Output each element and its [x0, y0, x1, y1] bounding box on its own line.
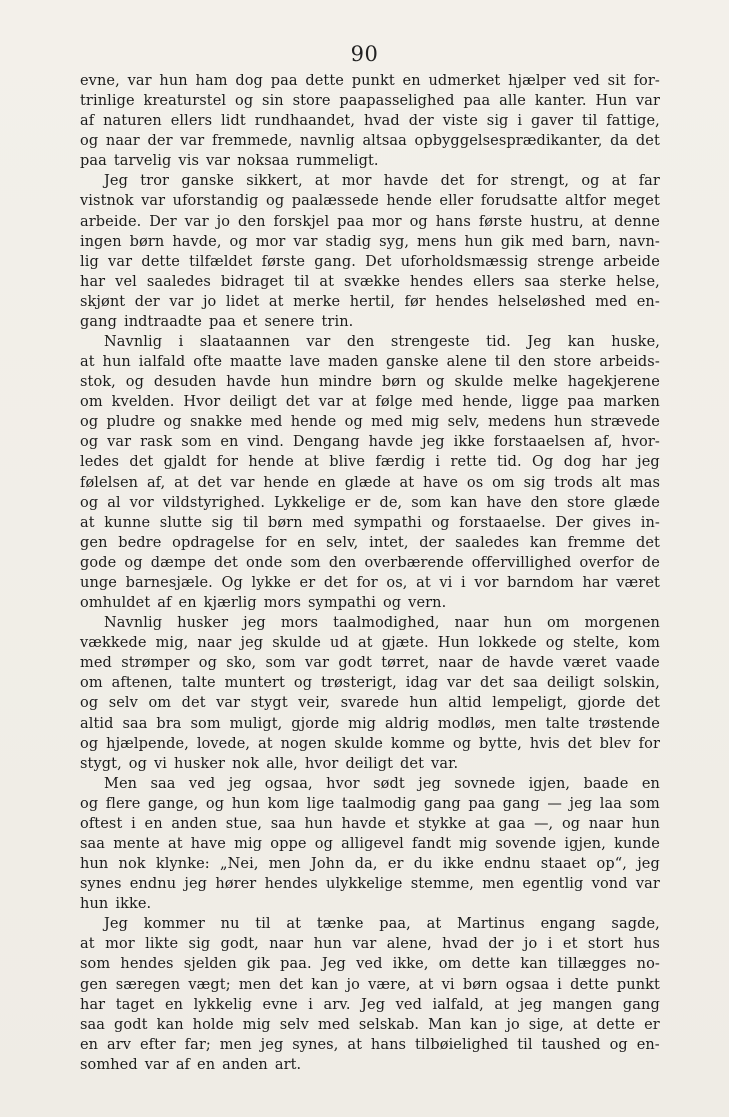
text-line: Navnlig husker jeg mors taalmodighed, naar hun om morgenen — [104, 615, 660, 632]
text-line: skjønt der var jo lidet at merke hertil, før hendes helseløshed med en- — [80, 293, 660, 310]
text-line: med strømper og sko, som var godt tørret, naar de havde været vaade — [80, 655, 660, 672]
text-line: om aftenen, talte muntert og trøsterigt, idag var det saa deiligt solskin, — [80, 675, 660, 692]
text-line: trinlige kreaturstel og sin store paapasselighed paa alle kanter. Hun var — [80, 93, 660, 110]
text-line: at kunne slutte sig til børn med sympathi og forstaaelse. Der gives in- — [80, 514, 660, 531]
page-number: 90 — [350, 42, 379, 66]
text-line: af naturen ellers lidt rundhaandet, hvad der viste sig i gaver til fattige, — [80, 113, 660, 130]
text-line: ledes det gjaldt for hende at blive færdig i rette tid. Og dog har jeg — [80, 454, 660, 471]
text-line: ingen børn havde, og mor var stadig syg, mens hun gik med barn, navn- — [80, 233, 660, 250]
text-line: om kvelden. Hvor deiligt det var at følge med hende, ligge paa marken — [80, 394, 660, 411]
text-line: følelsen af, at det var hende en glæde at have os om sig trods alt mas — [80, 474, 660, 491]
text-line: at mor likte sig godt, naar hun var alene, hvad der jo i et stort hus — [80, 936, 660, 953]
text-line: Jeg tror ganske sikkert, at mor havde det for strengt, og at far — [104, 173, 660, 190]
text-line: og hjælpende, lovede, at nogen skulde komme og bytte, hvis det blev for — [80, 735, 660, 752]
text-line: en arv efter far; men jeg synes, at hans tilbøielighed til taushed og en- — [80, 1036, 660, 1053]
text-line: og selv om det var stygt veir, svarede hun altid lempeligt, gjorde det — [80, 695, 660, 712]
text-line: stygt, og vi husker nok alle, hvor deiligt det var. — [80, 755, 459, 772]
text-line: stok, og desuden havde hun mindre børn og skulde melke hagekjerene — [80, 374, 660, 391]
text-line: somhed var af en anden art. — [80, 1056, 302, 1073]
text-line: saa godt kan holde mig selv med selskab. Man kan jo sige, at dette er — [80, 1016, 660, 1033]
text-line: og flere gange, og hun kom lige taalmodig gang paa gang — jeg laa som — [80, 795, 660, 812]
body-text — [80, 71, 660, 1075]
text-line: omhuldet af en kjærlig mors sympathi og vern. — [80, 595, 447, 612]
text-line: evne, var hun ham dog paa dette punkt en udmerket hjælper ved sit for- — [80, 73, 660, 89]
text-line: hun ikke. — [80, 896, 152, 913]
text-line: vækkede mig, naar jeg skulde ud at gjæte. Hun lokkede og stelte, kom — [80, 635, 660, 652]
text-line: lig var dette tilfældet første gang. Det uforholdsmæssig strenge arbeide — [80, 253, 660, 270]
text-line: gang indtraadte paa et senere trin. — [80, 313, 354, 330]
text-line: gode og dæmpe det onde som den overbærende offervillighed overfor de — [80, 554, 660, 571]
text-line: vistnok var uforstandig og paalæssede hende eller forudsatte altfor meget — [80, 193, 660, 210]
text-line: Jeg kommer nu til at tænke paa, at Martinus engang sagde, — [104, 916, 660, 933]
text-line: saa mente at have mig oppe og alligevel fandt mig sovende igjen, kunde — [80, 835, 660, 852]
text-line: synes endnu jeg hører hendes ulykkelige stemme, men egentlig vond var — [80, 876, 660, 893]
text-line: og al vor vildstyrighed. Lykkelige er de, som kan have den store glæde — [80, 494, 660, 511]
text-line: og var rask som en vind. Dengang havde jeg ikke forstaaelsen af, hvor- — [80, 434, 660, 451]
text-line: og naar der var fremmede, navnlig altsaa opbyggelsesprædikanter, da det — [80, 133, 660, 150]
text-line: Navnlig i slaataannen var den strengeste tid. Jeg kan huske, — [104, 334, 660, 351]
text-line: unge barnesjæle. Og lykke er det for os, at vi i vor barndom har været — [80, 574, 660, 591]
text-line: gen bedre opdragelse for en selv, intet, der saaledes kan fremme det — [80, 534, 660, 551]
text-line: har taget en lykkelig evne i arv. Jeg ved ialfald, at jeg mangen gang — [80, 996, 660, 1013]
text-line: som hendes sjelden gik paa. Jeg ved ikke, om dette kan tillægges no- — [80, 956, 660, 973]
text-line: hun nok klynke: „Nei, men John da, er du ikke endnu staaet op“, jeg — [80, 856, 660, 873]
text-line: Men saa ved jeg ogsaa, hvor sødt jeg sovnede igjen, baade en — [104, 775, 660, 792]
text-line: arbeide. Der var jo den forskjel paa mor og hans første hustru, at denne — [80, 213, 660, 230]
text-line: oftest i en anden stue, saa hun havde et stykke at gaa —, og naar hun — [80, 815, 660, 832]
text-line: gen særegen vægt; men det kan jo være, at vi børn ogsaa i dette punkt — [80, 976, 660, 993]
text-line: paa tarvelig vis var noksaa rummeligt. — [80, 153, 379, 170]
text-line: at hun ialfald ofte maatte lave maden ganske alene til den store arbeids- — [80, 354, 660, 371]
text-line: altid saa bra som muligt, gjorde mig aldrig modløs, men talte trøstende — [80, 715, 660, 732]
text-line: har vel saaledes bidraget til at svække hendes ellers saa sterke helse, — [80, 273, 660, 290]
text-line: og pludre og snakke med hende og med mig selv, medens hun strævede — [80, 414, 660, 431]
